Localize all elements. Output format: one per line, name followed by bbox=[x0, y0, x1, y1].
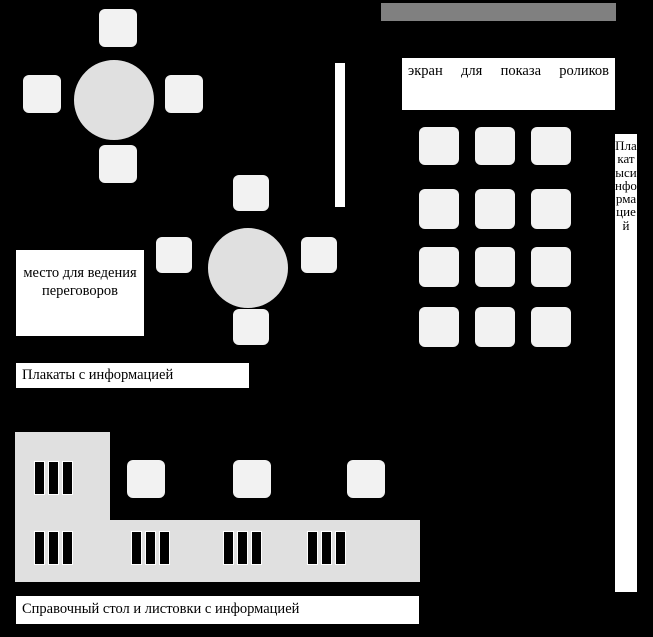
chair-mid-left bbox=[156, 237, 192, 273]
posters-info-label: Плакаты с информацией bbox=[15, 362, 250, 389]
top-gray-bar bbox=[381, 3, 616, 21]
chair-top bbox=[99, 9, 137, 47]
person-icon bbox=[62, 461, 73, 495]
people-group-1 bbox=[34, 461, 73, 495]
seat-2-2 bbox=[475, 189, 515, 229]
person-icon bbox=[145, 531, 156, 565]
people-group-4 bbox=[223, 531, 262, 565]
person-icon bbox=[321, 531, 332, 565]
chair-bottom bbox=[99, 145, 137, 183]
person-icon bbox=[223, 531, 234, 565]
chair-left bbox=[23, 75, 61, 113]
chair-mid-right bbox=[301, 237, 337, 273]
person-icon bbox=[335, 531, 346, 565]
person-icon bbox=[48, 461, 59, 495]
round-table-top bbox=[73, 59, 155, 141]
people-group-3 bbox=[131, 531, 170, 565]
stand-chair-3 bbox=[347, 460, 385, 498]
person-icon bbox=[34, 531, 45, 565]
person-icon bbox=[237, 531, 248, 565]
round-table-middle bbox=[207, 227, 289, 309]
people-group-2 bbox=[34, 531, 73, 565]
seat-2-3 bbox=[531, 189, 571, 229]
seat-3-3 bbox=[531, 247, 571, 287]
person-icon bbox=[48, 531, 59, 565]
seat-4-3 bbox=[531, 307, 571, 347]
people-group-5 bbox=[307, 531, 346, 565]
seat-1-1 bbox=[419, 127, 459, 165]
stand-chair-2 bbox=[233, 460, 271, 498]
seat-2-1 bbox=[419, 189, 459, 229]
person-icon bbox=[131, 531, 142, 565]
person-icon bbox=[159, 531, 170, 565]
person-icon bbox=[62, 531, 73, 565]
vertical-posters-label: Плакатысинформацией bbox=[614, 133, 638, 593]
chair-mid-bottom bbox=[233, 309, 269, 345]
stand-chair-1 bbox=[127, 460, 165, 498]
seat-1-3 bbox=[531, 127, 571, 165]
seat-4-2 bbox=[475, 307, 515, 347]
white-vertical-bar bbox=[335, 63, 345, 207]
person-icon bbox=[307, 531, 318, 565]
seat-1-2 bbox=[475, 127, 515, 165]
stand-counter-horizontal bbox=[15, 520, 420, 582]
seat-3-1 bbox=[419, 247, 459, 287]
person-icon bbox=[251, 531, 262, 565]
chair-mid-top bbox=[233, 175, 269, 211]
screen-label: экран для показа роликов bbox=[401, 57, 616, 111]
person-icon bbox=[34, 461, 45, 495]
info-desk-label: Справочный стол и листовки с информацией bbox=[15, 595, 420, 625]
negotiation-label: место для ведения переговоров bbox=[15, 249, 145, 337]
seat-3-2 bbox=[475, 247, 515, 287]
seat-4-1 bbox=[419, 307, 459, 347]
chair-right bbox=[165, 75, 203, 113]
